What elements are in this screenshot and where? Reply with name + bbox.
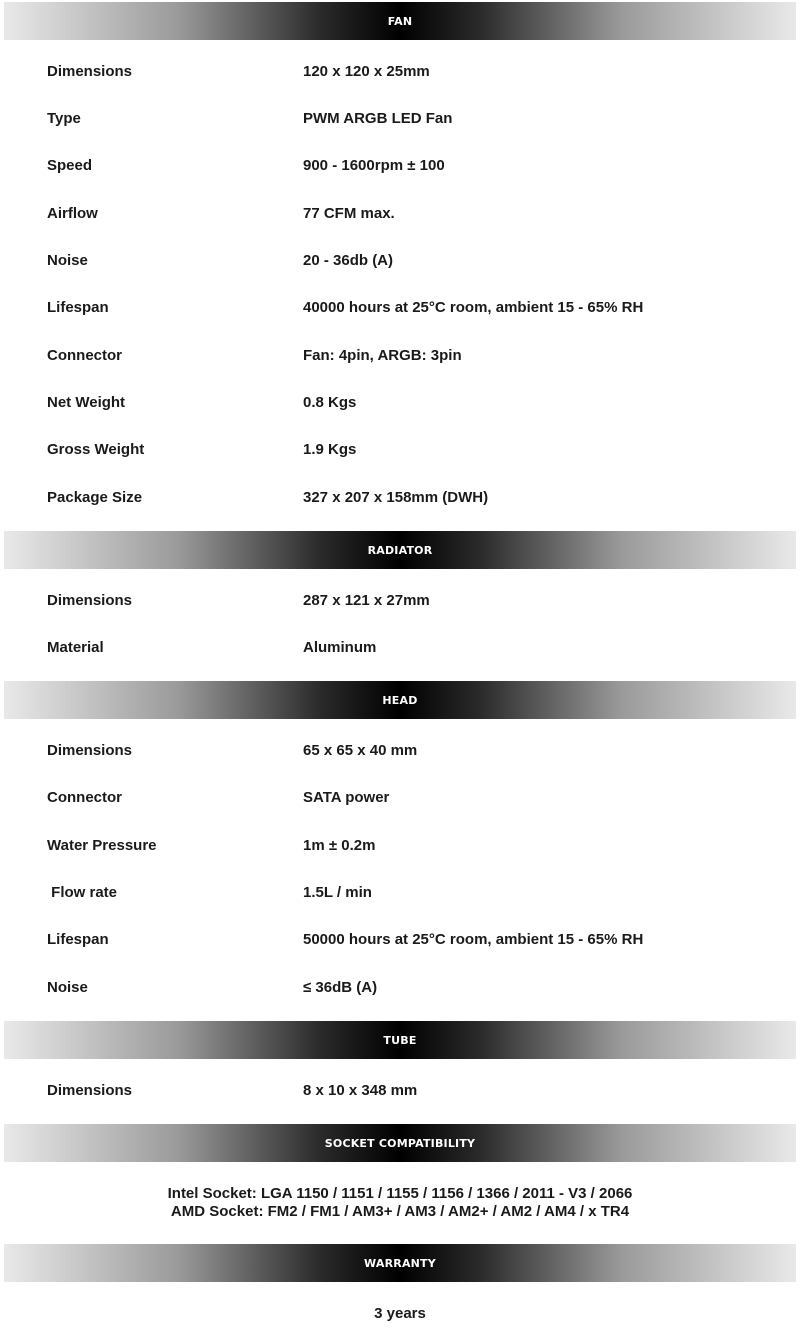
spec-value: 1.9 Kgs [303,441,357,458]
spec-row [0,60,800,84]
section-header-head [4,681,796,719]
spec-label: Lifespan [47,931,109,948]
spec-value: 327 x 207 x 158mm (DWH) [303,489,489,506]
intel-socket-text: Intel Socket: LGA 1150 / 1151 / 1155 / 1156 / 1366 / 2011 - V3 / 2066 [167,1185,633,1202]
spec-label: Dimensions [47,592,133,609]
spec-value: 77 CFM max. [303,205,395,222]
spec-label: Package Size [47,489,143,506]
spec-value: PWM ARGB LED Fan [303,110,453,127]
spec-row [0,438,800,462]
spec-label: Dimensions [47,1082,133,1099]
section-title: RADIATOR [367,543,433,557]
spec-value: 8 x 10 x 348 mm [303,1082,418,1099]
spec-value: 40000 hours at 25°C room, ambient 15 - 65% RH [303,299,644,316]
spec-label: Gross Weight [47,441,145,458]
spec-label: Noise [47,979,88,996]
section-header-fan [4,2,796,40]
spec-label: Connector [47,789,122,806]
section-title: TUBE [383,1033,417,1047]
spec-value: 65 x 65 x 40 mm [303,742,418,759]
spec-label: Connector [47,347,122,364]
section-header-socket-compatibility [4,1124,796,1162]
section-title: SOCKET COMPATIBILITY [324,1136,476,1150]
section-title: WARRANTY [364,1256,436,1270]
spec-label: Flow rate [47,884,118,901]
spec-value: 900 - 1600rpm ± 100 [303,157,445,174]
spec-label: Water Pressure [47,837,157,854]
spec-row [0,834,800,858]
spec-row [0,976,800,1000]
section-title: FAN [387,14,413,28]
spec-value: 1.5L / min [303,884,372,901]
spec-value: Fan: 4pin, ARGB: 3pin [303,347,462,364]
spec-row [0,296,800,320]
spec-row [0,391,800,415]
spec-row [0,928,800,952]
spec-label: Noise [47,252,88,269]
spec-value: 0.8 Kgs [303,394,357,411]
spec-row [0,107,800,131]
spec-row [0,739,800,763]
spec-row [0,249,800,273]
section-header-radiator [4,531,796,569]
section-header-warranty [4,1244,796,1282]
spec-value: 50000 hours at 25°C room, ambient 15 - 65% RH [303,931,644,948]
spec-row [0,344,800,368]
spec-row [0,589,800,613]
amd-socket-text: AMD Socket: FM2 / FM1 / AM3+ / AM3 / AM2+ / AM2 / AM4 / x TR4 [170,1203,630,1220]
spec-value: ≤ 36dB (A) [303,979,378,996]
spec-row [0,786,800,810]
spec-value: 1m ± 0.2m [303,837,376,854]
warranty-value: 3 years [374,1305,426,1322]
spec-value: 287 x 121 x 27mm [303,592,430,609]
section-title: HEAD [382,693,418,707]
spec-label: Type [47,110,81,127]
spec-row [0,1079,800,1103]
spec-row [0,154,800,178]
spec-label: Dimensions [47,742,133,759]
spec-label: Speed [47,157,93,174]
spec-row [0,486,800,510]
spec-label: Net Weight [47,394,126,411]
spec-value: 120 x 120 x 25mm [303,63,430,80]
spec-label: Material [47,639,104,656]
spec-label: Dimensions [47,63,133,80]
spec-value: SATA power [303,789,390,806]
spec-row [0,636,800,660]
spec-value: 20 - 36db (A) [303,252,394,269]
spec-value: Aluminum [303,639,377,656]
spec-label: Airflow [47,205,98,222]
section-header-tube [4,1021,796,1059]
spec-row [0,202,800,226]
spec-label: Lifespan [47,299,109,316]
spec-row [0,881,800,905]
